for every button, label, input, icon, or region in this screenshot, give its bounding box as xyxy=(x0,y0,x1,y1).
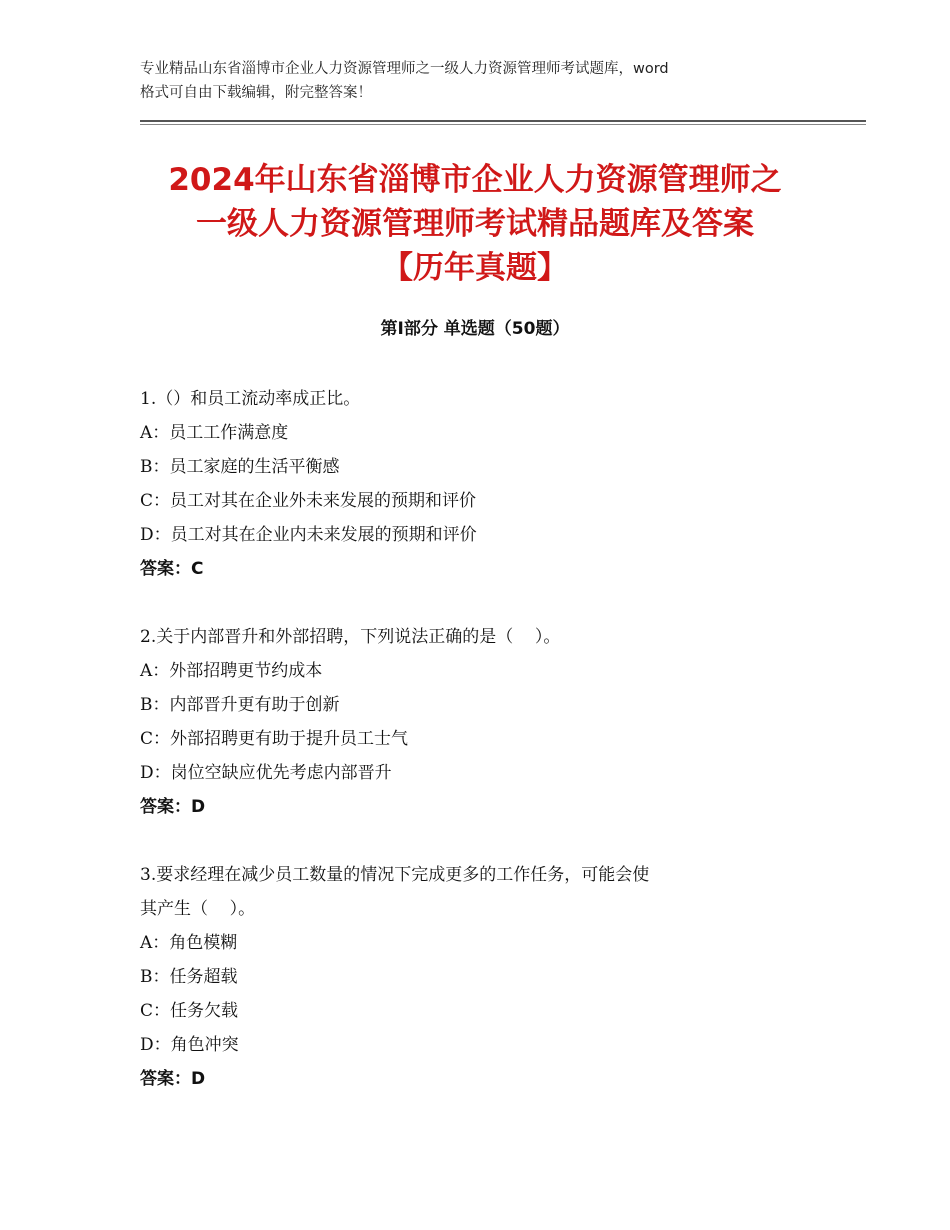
header-note-line-2: 格式可自由下载编辑，附完整答案！ xyxy=(140,85,372,101)
question-stem-line-2: 其产生（ ）。 xyxy=(140,899,256,919)
answer-label: 答案：C xyxy=(140,559,204,579)
document-title-line-2: 一级人力资源管理师考试精品题库及答案 xyxy=(196,206,754,242)
question-stem: 1.（）和员工流动率成正比。 xyxy=(140,389,361,409)
header-note-line-1: 专业精品山东省淄博市企业人力资源管理师之一级人力资源管理师考试题库，word xyxy=(140,61,669,77)
question-stem-line-1: 3.要求经理在减少员工数量的情况下完成更多的工作任务，可能会使 xyxy=(140,865,650,885)
option-a: A：角色模糊 xyxy=(140,933,238,953)
document-title-line-3: 【历年真题】 xyxy=(382,250,568,286)
answer-label: 答案：D xyxy=(140,797,206,817)
option-a: A：外部招聘更节约成本 xyxy=(140,661,323,681)
header-note xyxy=(140,57,840,105)
section-title: 第Ⅰ部分 单选题（50题） xyxy=(380,319,570,339)
option-d: D：员工对其在企业内未来发展的预期和评价 xyxy=(140,525,477,545)
option-b: B：任务超载 xyxy=(140,967,238,987)
option-c: C：外部招聘更有助于提升员工士气 xyxy=(140,729,409,749)
option-c: C：员工对其在企业外未来发展的预期和评价 xyxy=(140,491,477,511)
question-2 xyxy=(140,620,840,824)
option-d: D：岗位空缺应优先考虑内部晋升 xyxy=(140,763,392,783)
option-b: B：内部晋升更有助于创新 xyxy=(140,695,340,715)
answer-label: 答案：D xyxy=(140,1069,206,1089)
header-divider-thick xyxy=(140,120,866,122)
question-stem: 2.关于内部晋升和外部招聘，下列说法正确的是（ ）。 xyxy=(140,627,561,647)
header-divider-thin xyxy=(140,124,866,125)
option-a: A：员工工作满意度 xyxy=(140,423,289,443)
document-title xyxy=(60,158,890,290)
document-title-line-1: 2024年山东省淄博市企业人力资源管理师之 xyxy=(168,162,782,198)
option-d: D：角色冲突 xyxy=(140,1035,239,1055)
question-list xyxy=(140,382,840,1130)
option-c: C：任务欠载 xyxy=(140,1001,239,1021)
option-b: B：员工家庭的生活平衡感 xyxy=(140,457,340,477)
question-1 xyxy=(140,382,840,586)
question-3 xyxy=(140,858,840,1096)
